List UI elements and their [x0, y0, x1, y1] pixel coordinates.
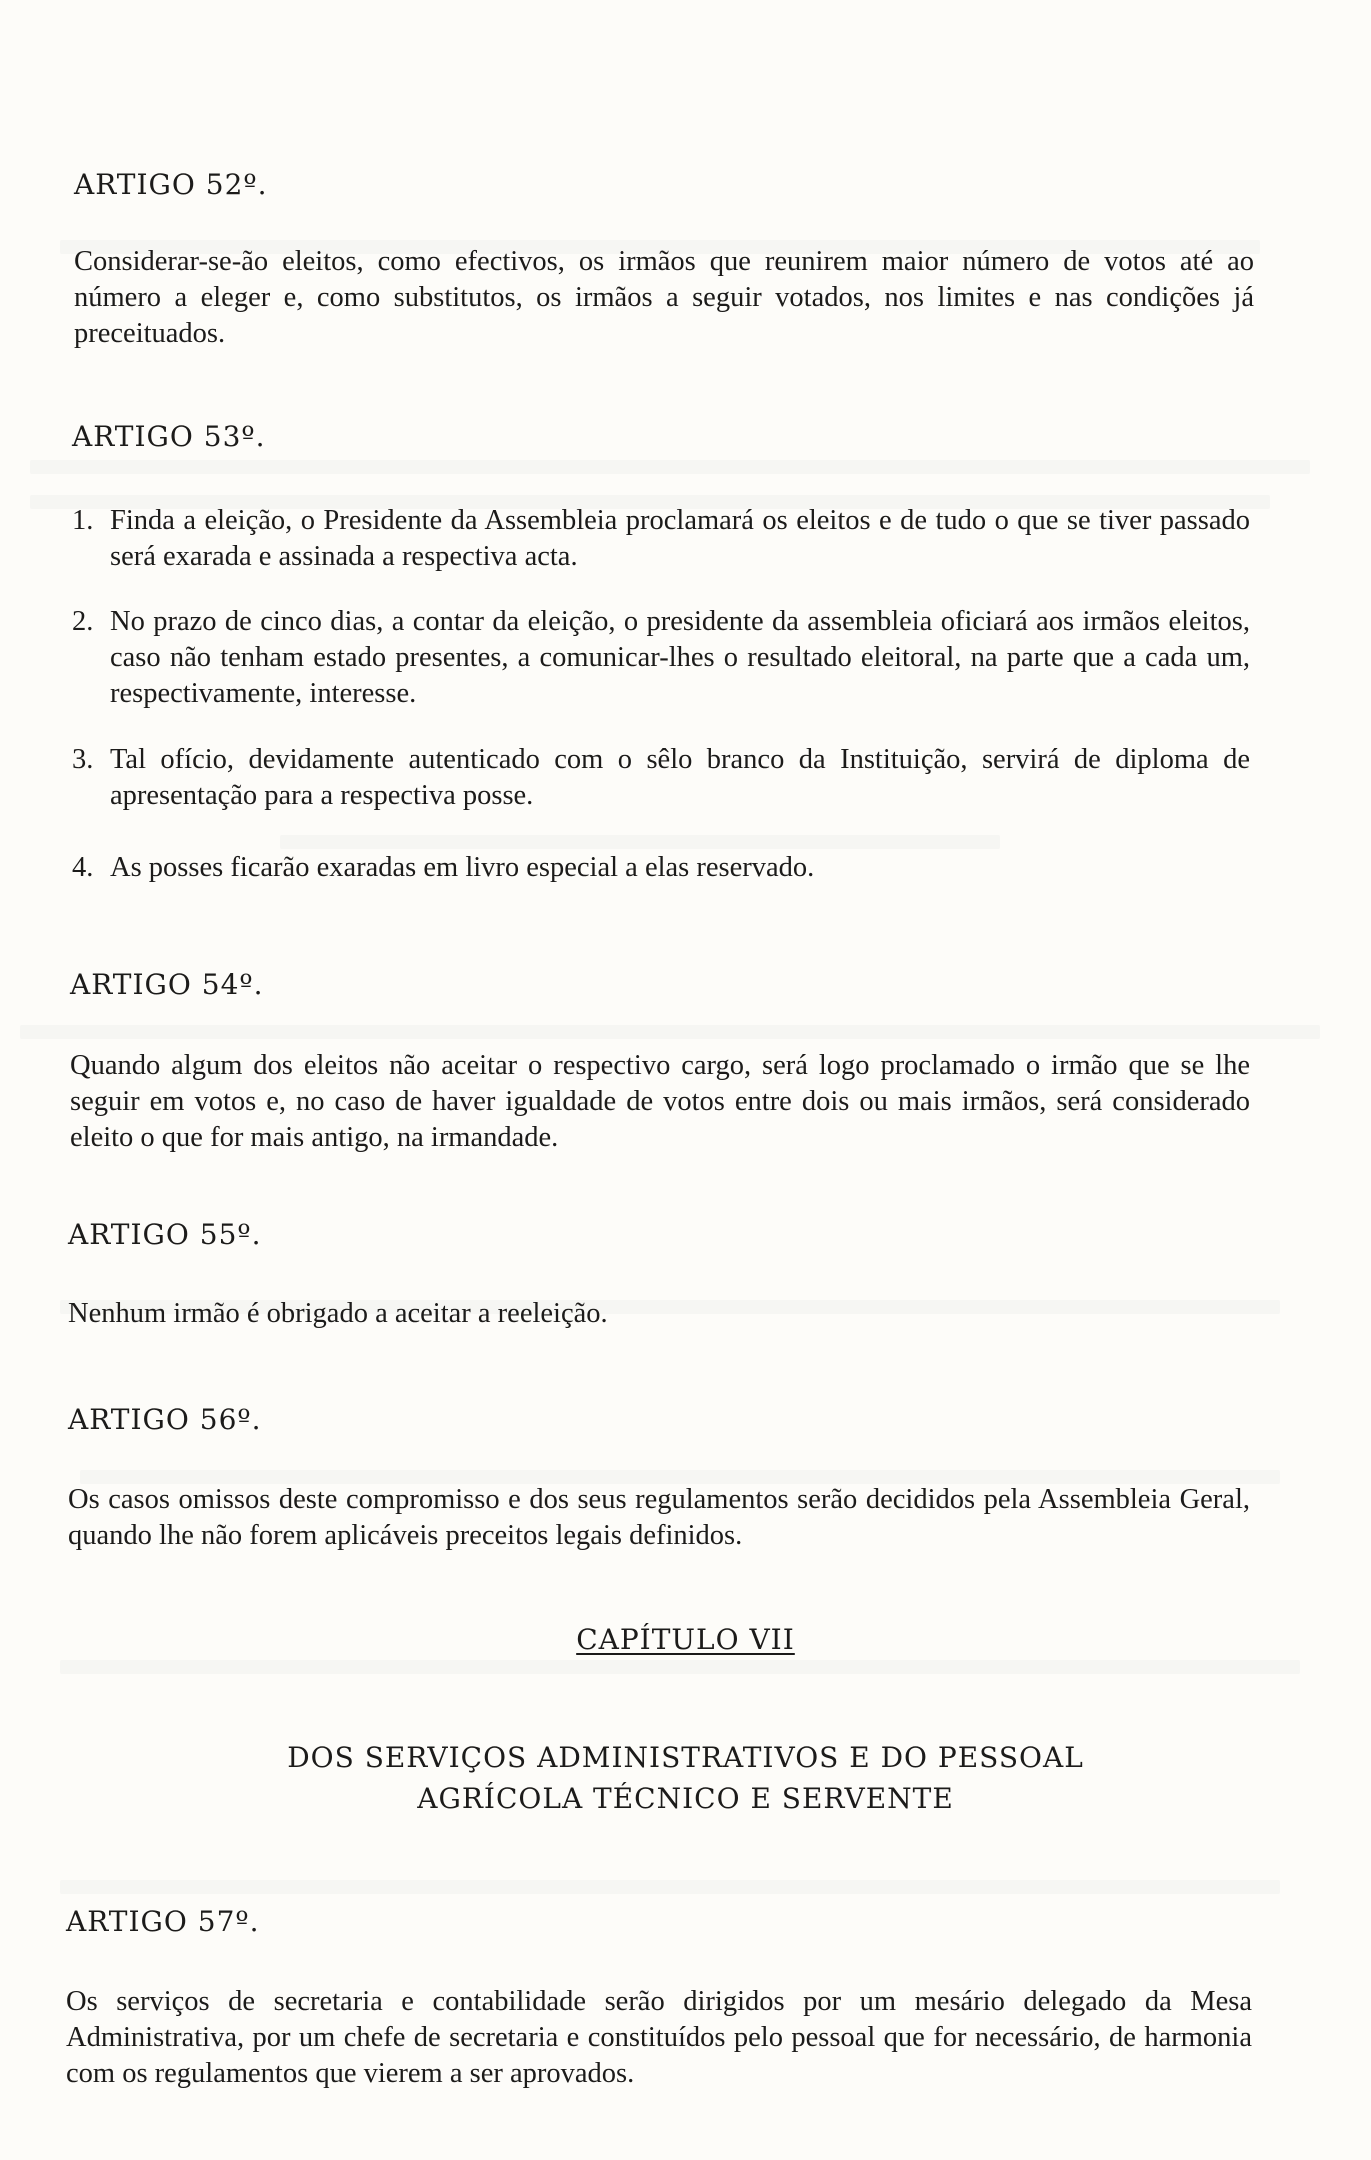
- item-text: Finda a eleição, o Presidente da Assembleia proclamará os eleitos e de tudo o que se tiver passado será exarada e assinada a respectiva acta.: [110, 505, 1250, 572]
- bleed-through-mark: [60, 1660, 1300, 1674]
- item-number: 1.: [72, 505, 94, 536]
- chapter-subtitle-line-2: AGRÍCOLA TÉCNICO E SERVENTE: [417, 1782, 954, 1815]
- bleed-through-mark: [20, 1025, 1320, 1039]
- artigo-56-text: Os casos omissos deste compromisso e dos seus regulamentos serão decididos pela Assembleia Geral, quando lhe não forem aplicáveis preceitos legais definidos.: [68, 1484, 1250, 1551]
- bleed-through-mark: [60, 1880, 1280, 1894]
- artigo-55-text: Nenhum irmão é obrigado a aceitar a reeleição.: [68, 1298, 608, 1329]
- artigo-57-heading: ARTIGO 57º.: [66, 1905, 260, 1938]
- chapter-subtitle-line-1: DOS SERVIÇOS ADMINISTRATIVOS E DO PESSOAL: [287, 1741, 1084, 1774]
- artigo-52-text: Considerar-se-ão eleitos, como efectivos, os irmãos que reunirem maior número de votos até ao número a eleger e, como substitutos, os irmãos a seguir votados, nos limites e nas condições já preceituados.: [74, 246, 1254, 349]
- bleed-through-mark: [30, 460, 1310, 474]
- bleed-through-mark: [280, 835, 1000, 849]
- artigo-53-heading: ARTIGO 53º.: [72, 420, 266, 453]
- chapter-title: CAPÍTULO VII: [576, 1623, 795, 1656]
- item-number: 2.: [72, 606, 94, 637]
- artigo-54-heading: ARTIGO 54º.: [70, 968, 264, 1001]
- artigo-57-text: Os serviços de secretaria e contabilidade serão dirigidos por um mesário delegado da Mesa Administrativa, por um chefe de secretaria e constituídos pelo pessoal que for necessário, de harmonia com os regulamentos que vierem a ser aprovados.: [66, 1986, 1252, 2089]
- artigo-56-heading: ARTIGO 56º.: [68, 1403, 262, 1436]
- artigo-54-text: Quando algum dos eleitos não aceitar o respectivo cargo, será logo proclamado o irmão que se lhe seguir em votos e, no caso de haver igualdade de votos entre dois ou mais irmãos, será considerado eleito o que for mais antigo, na irmandade.: [70, 1050, 1250, 1153]
- artigo-52-heading: ARTIGO 52º.: [74, 168, 268, 201]
- item-text: Tal ofício, devidamente autenticado com o sêlo branco da Instituição, servirá de diploma de apresentação para a respectiva posse.: [110, 744, 1250, 811]
- item-number: 4.: [72, 852, 94, 883]
- item-text: As posses ficarão exaradas em livro especial a elas reservado.: [110, 852, 815, 883]
- artigo-55-heading: ARTIGO 55º.: [68, 1218, 262, 1251]
- item-number: 3.: [72, 744, 94, 775]
- item-text: No prazo de cinco dias, a contar da eleição, o presidente da assembleia oficiará aos irmãos eleitos, caso não tenham estado presentes, a comunicar-lhes o resultado eleitoral, na parte que a cada um, respectivamente, interesse.: [110, 606, 1250, 709]
